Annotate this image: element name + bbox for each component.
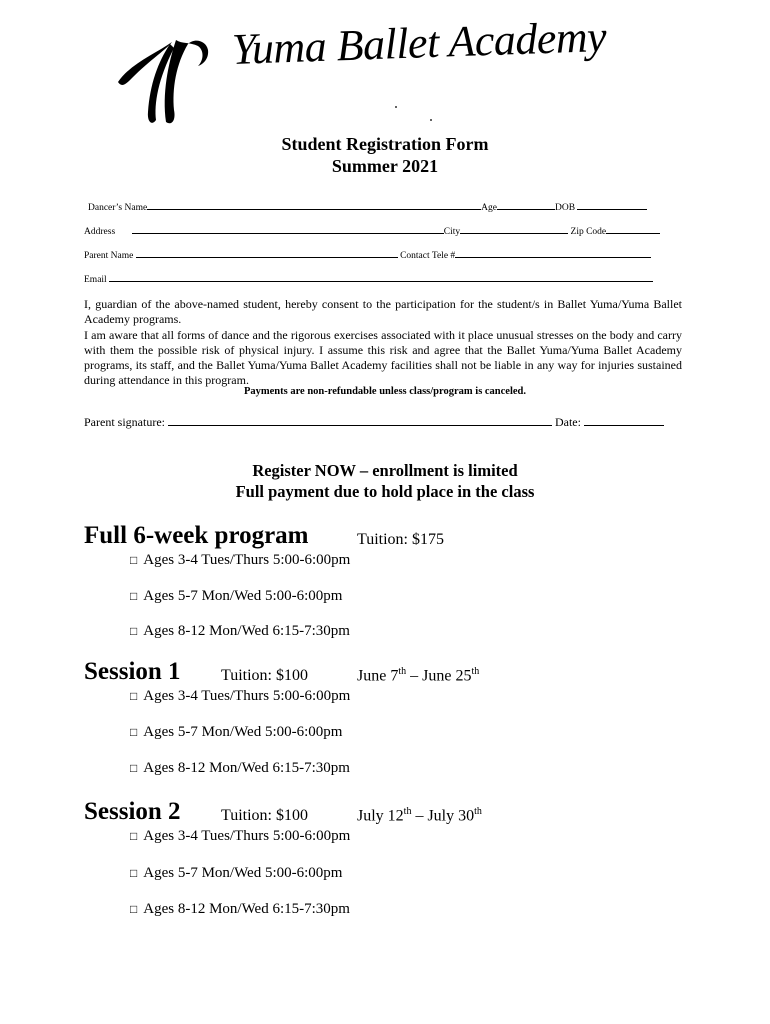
checkbox-icon[interactable]: □ — [130, 761, 138, 775]
class-option[interactable] — [130, 588, 342, 605]
class-option[interactable] — [130, 623, 350, 640]
email-row — [84, 273, 653, 285]
dates-session-2 — [357, 806, 482, 825]
email-field[interactable] — [109, 273, 653, 282]
date-end: July 30 — [427, 807, 475, 825]
class-option[interactable] — [130, 688, 350, 705]
checkbox-icon[interactable]: □ — [130, 866, 138, 880]
class-label: Ages 3-4 Tues/Thurs 5:00-6:00pm — [143, 828, 351, 844]
parent-name-field[interactable] — [136, 249, 398, 258]
program-title-session-1: Session 1 — [84, 658, 181, 685]
form-subtitle: Summer 2021 — [331, 156, 439, 176]
dob-field[interactable] — [577, 201, 647, 210]
register-line-2: Full payment due to hold place in the class — [235, 482, 535, 501]
date-end: June 25 — [422, 667, 472, 685]
register-line-1: Register NOW – enrollment is limited — [252, 461, 518, 480]
tuition-session-1: Tuition: $100 — [221, 667, 308, 684]
dancer-silhouette-icon — [110, 34, 220, 129]
stray-dot — [395, 106, 397, 108]
class-label: Ages 5-7 Mon/Wed 5:00-6:00pm — [143, 588, 343, 604]
form-title: Student Registration Form — [281, 134, 489, 154]
age-label: Age — [481, 203, 497, 213]
class-label: Ages 5-7 Mon/Wed 5:00-6:00pm — [143, 865, 343, 881]
tuition-full: Tuition: $175 — [357, 531, 444, 548]
email-label: Email — [84, 275, 107, 285]
consent-paragraph-1: I, guardian of the above-named student, hereby consent to the participation for the student/s in Ballet Yuma/Yuma Ballet Academy programs. — [84, 297, 682, 327]
dates-session-1 — [357, 666, 479, 685]
class-label: Ages 3-4 Tues/Thurs 5:00-6:00pm — [143, 688, 351, 704]
tuition-session-2: Tuition: $100 — [221, 807, 308, 824]
dancer-name-label: Dancer’s Name — [88, 203, 148, 213]
class-label: Ages 8-12 Mon/Wed 6:15-7:30pm — [143, 623, 350, 639]
consent-paragraph-2: I am aware that all forms of dance and the rigorous exercises associated with it place unusual stresses on the body and carry with them the possible risk of physical injury. I assume this risk and agree that the Ballet Yuma/Yuma Ballet Academy programs, its staff, and the Ballet Yuma/Yuma Ballet Academy facilities shall not be liable in any way for injuries sustained during attendance in this program. — [84, 327, 682, 388]
form-title-block — [0, 133, 770, 177]
date-field[interactable] — [584, 416, 664, 426]
address-row — [84, 225, 660, 237]
checkbox-icon[interactable]: □ — [130, 725, 138, 739]
parent-signature-label: Parent signature: — [84, 415, 165, 429]
class-option[interactable] — [130, 760, 350, 777]
checkbox-icon[interactable]: □ — [130, 829, 138, 843]
date-start: June 7 — [357, 667, 399, 685]
class-option[interactable] — [130, 865, 342, 882]
parent-signature-field[interactable] — [168, 416, 552, 426]
checkbox-icon[interactable]: □ — [130, 689, 138, 703]
class-option[interactable] — [130, 901, 350, 918]
checkbox-icon[interactable]: □ — [130, 589, 138, 603]
checkbox-icon[interactable]: □ — [130, 902, 138, 916]
class-option[interactable] — [130, 828, 350, 845]
contact-label: Contact Tele # — [400, 251, 456, 261]
class-label: Ages 5-7 Mon/Wed 5:00-6:00pm — [143, 724, 343, 740]
date-start-suffix: th — [398, 666, 407, 677]
date-start: July 12 — [357, 807, 404, 825]
checkbox-icon[interactable]: □ — [130, 624, 138, 638]
address-field[interactable] — [132, 225, 444, 234]
checkbox-icon[interactable]: □ — [130, 553, 138, 567]
consent-text — [84, 297, 682, 389]
contact-field[interactable] — [455, 249, 651, 258]
date-end-suffix: th — [474, 806, 482, 817]
logo-text: Yuma Ballet Academy — [231, 11, 607, 74]
city-field[interactable] — [460, 225, 568, 234]
non-refundable-notice: Payments are non-refundable unless class/program is canceled. — [243, 386, 527, 397]
dancer-info-row — [88, 201, 647, 213]
date-end-suffix: th — [471, 666, 480, 677]
dob-label: DOB — [555, 203, 576, 213]
date-start-suffix: th — [403, 806, 412, 817]
program-title-full: Full 6-week program — [84, 522, 309, 549]
class-option[interactable] — [130, 552, 350, 569]
date-separator: – — [406, 667, 423, 685]
parent-row — [84, 249, 651, 261]
dancer-name-field[interactable] — [147, 201, 481, 210]
signature-row — [84, 415, 664, 430]
class-label: Ages 8-12 Mon/Wed 6:15-7:30pm — [143, 760, 350, 776]
date-separator: – — [411, 807, 428, 825]
address-label: Address — [84, 227, 116, 237]
zip-field[interactable] — [606, 225, 660, 234]
class-label: Ages 8-12 Mon/Wed 6:15-7:30pm — [143, 901, 350, 917]
age-field[interactable] — [497, 201, 555, 210]
class-label: Ages 3-4 Tues/Thurs 5:00-6:00pm — [143, 552, 351, 568]
register-notice — [0, 460, 770, 502]
date-label: Date: — [554, 415, 581, 429]
zip-label: Zip Code — [570, 227, 607, 237]
parent-name-label: Parent Name — [84, 251, 134, 261]
program-title-session-2: Session 2 — [84, 798, 181, 825]
class-option[interactable] — [130, 724, 342, 741]
stray-dot — [430, 119, 432, 121]
city-label: City — [443, 227, 461, 237]
